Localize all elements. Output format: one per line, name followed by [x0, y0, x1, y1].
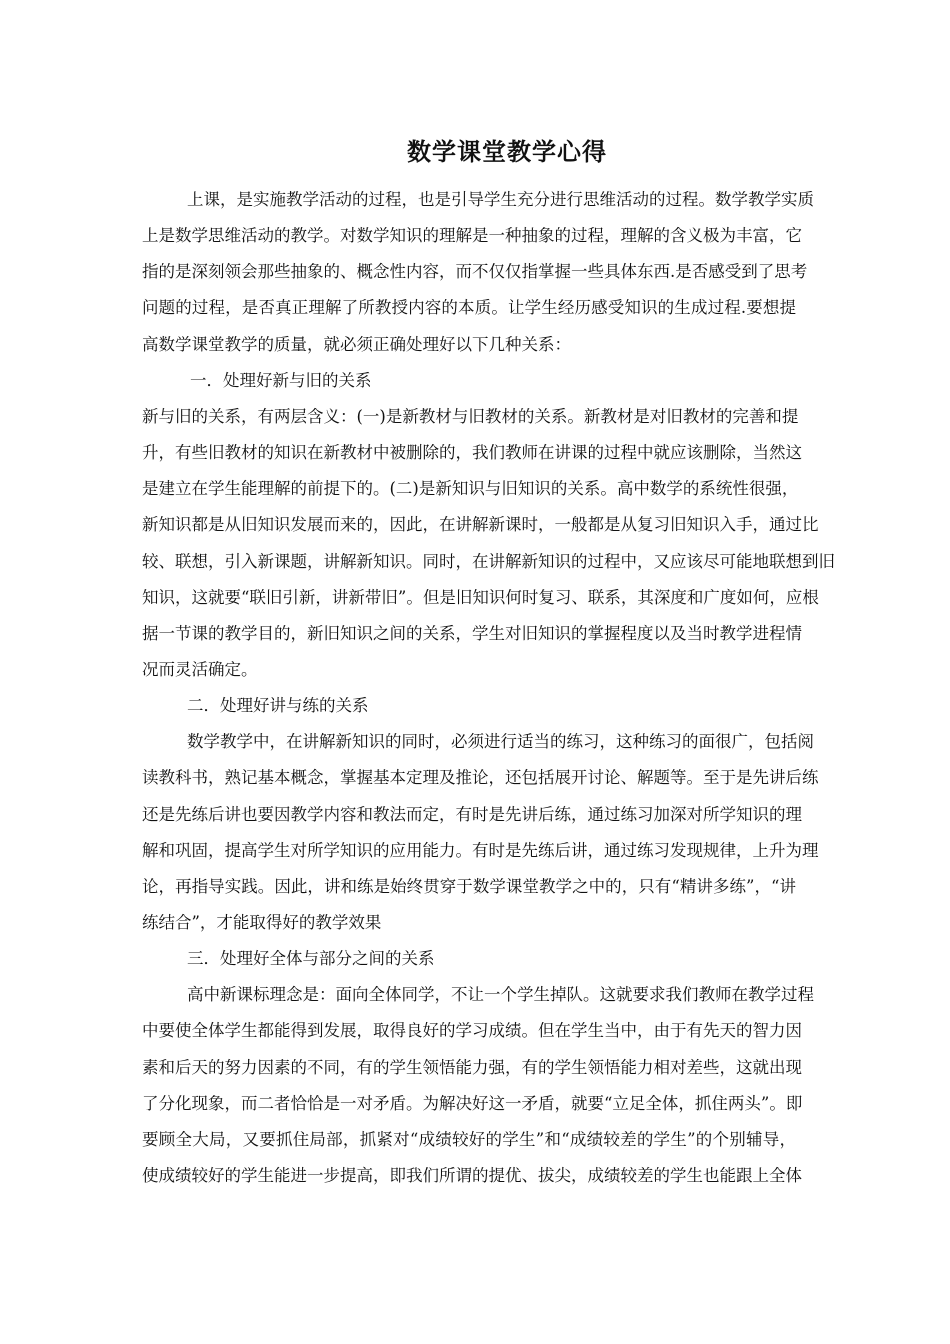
paragraph-line: 据一节课的教学目的，新旧知识之间的关系，学生对旧知识的掌握程度以及当时教学进程情	[142, 623, 802, 643]
paragraph-line: 数学教学中，在讲解新知识的同时，必须进行适当的练习，这种练习的面很广，包括阅	[187, 732, 814, 752]
paragraph-line: 练结合”，才能取得好的教学效果	[142, 913, 382, 932]
paragraph-line: 读教科书，熟记基本概念，掌握基本定理及推论，还包括展开讨论、解题等。至于是先讲后练	[142, 768, 819, 788]
paragraph-line: 是建立在学生能理解的前提下的。(二)是新知识与旧知识的关系。高中数学的系统性很强，	[142, 479, 799, 499]
paragraph-line: 知识，这就要“联旧引新，讲新带旧”。但是旧知识何时复习、联系，其深度和广度如何，应根	[142, 587, 819, 607]
document-title: 数学课堂教学心得	[407, 137, 607, 166]
paragraph-line: 高中新课标理念是：面向全体同学，不让一个学生掉队。这就要求我们教师在教学过程	[187, 985, 814, 1005]
paragraph-line: 指的是深刻领会那些抽象的、概念性内容，而不仅仅指掌握一些具体东西.是否感受到了思考	[142, 262, 808, 282]
paragraph-line: 使成绩较好的学生能进一步提高，即我们所谓的提优、拔尖，成绩较差的学生也能跟上全体	[142, 1166, 802, 1185]
paragraph-line: 升，有些旧教材的知识在新教材中被删除的，我们教师在讲课的过程中就应该删除，当然这	[142, 443, 802, 462]
paragraph-line: 上课，是实施教学活动的过程，也是引导学生充分进行思维活动的过程。数学教学实质	[187, 190, 814, 209]
paragraph-line: 要顾全大局，又要抓住局部，抓紧对“成绩较好的学生”和“成绩较差的学生”的个别辅导，	[142, 1129, 796, 1149]
paragraph-line: 论，再指导实践。因此，讲和练是始终贯穿于数学课堂教学之中的，只有“精讲多练”，“讲	[142, 876, 796, 896]
section-heading: 三．处理好全体与部分之间的关系	[187, 949, 435, 969]
paragraph-line: 新与旧的关系，有两层含义：(一)是新教材与旧教材的关系。新教材是对旧教材的完善和提	[142, 406, 799, 426]
paragraph-line: 较、联想，引入新课题，讲解新知识。同时，在讲解新知识的过程中，又应该尽可能地联想到旧	[142, 551, 835, 571]
paragraph-line: 素和后天的努力因素的不同，有的学生领悟能力强，有的学生领悟能力相对差些，这就出现	[142, 1057, 802, 1077]
paragraph-line: 高数学课堂教学的质量，就必须正确处理好以下几种关系：	[142, 334, 571, 354]
paragraph-line: 新知识都是从旧知识发展而来的，因此，在讲解新课时，一般都是从复习旧知识入手，通过比	[142, 515, 819, 535]
paragraph-line: 问题的过程，是否真正理解了所教授内容的本质。让学生经历感受知识的生成过程.要想提	[142, 298, 796, 318]
paragraph-line: 上是数学思维活动的教学。对数学知识的理解是一种抽象的过程，理解的含义极为丰富，它	[142, 226, 802, 246]
paragraph-line: 况而灵活确定。	[142, 660, 258, 679]
section-heading: 一．处理好新与旧的关系	[190, 370, 372, 390]
paragraph-line: 还是先练后讲也要因教学内容和教法而定，有时是先讲后练，通过练习加深对所学知识的理	[142, 804, 802, 824]
section-heading: 二．处理好讲与练的关系	[187, 696, 369, 716]
paragraph-line: 中要使全体学生都能得到发展，取得良好的学习成绩。但在学生当中，由于有先天的智力因	[142, 1021, 802, 1041]
paragraph-line: 解和巩固，提高学生对所学知识的应用能力。有时是先练后讲，通过练习发现规律，上升为理	[142, 840, 819, 860]
paragraph-line: 了分化现象，而二者恰恰是一对矛盾。为解决好这一矛盾，就要“立足全体，抓住两头”。即	[142, 1093, 803, 1113]
